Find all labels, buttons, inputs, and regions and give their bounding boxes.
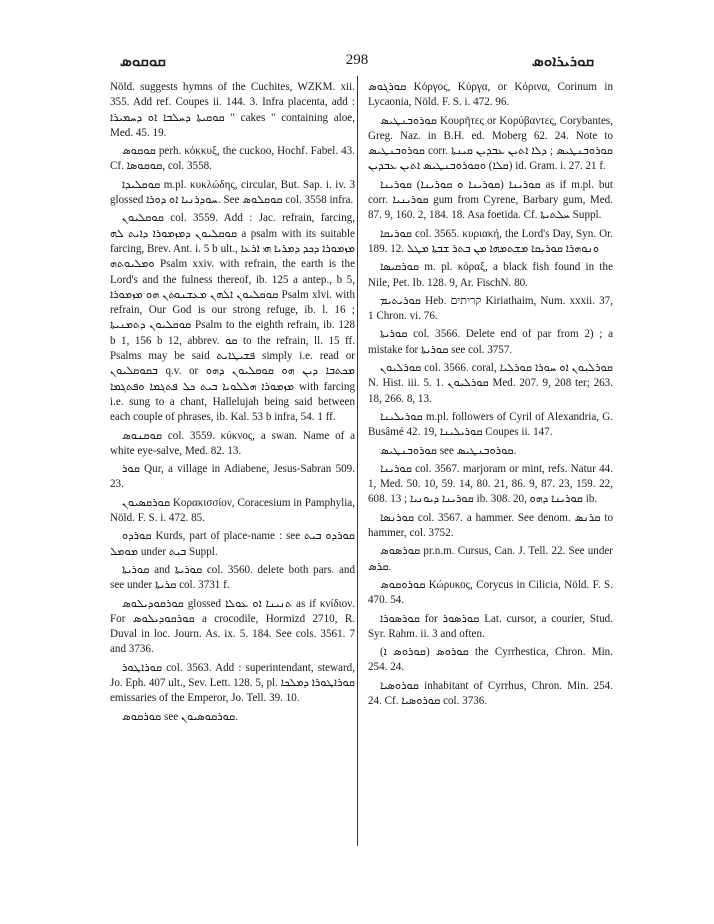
entry: ܩܘܪܝܢܐ (ܩܘܪܝܢܐ ܘ ܩܘܪܝܢܐ) ܩܘܪܝܢܐ as if m.pl. but corr. ܩܘܪܝܢܝܐ gum from Cyrene, Barbary gum, Med. 87. 9, 160. 2, 184. 18. Asa foetida. Cf. ܚܠܬܝܬܐ Suppl. (368, 178, 614, 222)
entry: ܩܘܪܝܬܝܡ Heb. קריתים Kiriathaim, Num. xxxii. 37, 1 Chron. vi. 76. (368, 294, 613, 323)
entry: ܩܘܪܘܣܝܐ inhabitant of Cyrrhus, Chron. Min. 254. 24. Cf. ܩܘܪܘܣܝܐ col. 3736. (368, 679, 613, 707)
page-number: 298 (345, 52, 369, 68)
entry: ܩܘܪܝܩܐ col. 3565. κυριακή, the Lord's Day, Syn. Or. 189. 12. ܘܢܘܗܪܐ ܩܘܪܝܩܐ ܡܫܬܡܗܐ ܡܢ ܒܬܪ ܫܒܬܐ ܡܛܠ (368, 227, 613, 255)
entry: ܩܘܪܘܩܘܣ Κώρυκος, Corycus in Cilicia, Nöld. F. S. 470. 54. (368, 578, 613, 607)
entry: ܩܘܪܩܘܣ see ܩܘܪܩܘܣܝܘܢ. (122, 710, 238, 723)
entry: ܩܘܪܢܣܐ col. 3567. a hammer. See denom. ܩܪܢܣ to hammer, col. 3752. (368, 511, 613, 540)
running-head-right: ܩܘܪܝܪܐܘܣ (531, 52, 594, 70)
entry: ܩܘܪܘܣ (ܩܘܪܘܣ ܐ) the Cyrrhestica, Chron. Min. 254. 24. (368, 646, 613, 674)
entry: ܩܘܪܝܢܐ col. 3567. marjoram or mint, refs. Natur 44. 1, Med. 50. 10, 59. 14, 80. 21, 86. 9, 87. 23, 159. 22, 608. 13 ; ܩܘܪܝܢܐ ܕܝܘܢܝܐ ib. 308. 20, ܩܘܪܝܢܐ ܕܗܘ ib. (368, 462, 613, 506)
entry: ܩܘܪܕܘ Kurds, part of place-name : see ܩܘܪܕܘ ܒܝܬ ܡܘܡܠ under ܒܝܬ Suppl. (110, 530, 355, 558)
entry: ܩܘܪܐܛܘܪ col. 3563. Add : superintendant, steward, Jo. Eph. 407 ult., Sev. Lett. 128. 5, pl. ܩܘܪܐܛܘܪܐ ܕܡܠܟܐ emissaries of the Emperor, Jo. Tell. 39. 10. (110, 661, 355, 705)
left-column (110, 80, 355, 728)
entry: ܩܘܪܣܘܣ pr.n.m. Cursus, Can. J. Tell. 22. See under ܩܪܣ. (368, 545, 613, 573)
entry: ܩܘܪܘܒܢܛܝܣ see ܩܘܪܘܒܢܛܝܣ. (380, 444, 517, 457)
entry: ܩܘܪܩܣܝܘܢ Κορακισσίον, Coracesium in Pamphylia, Nöld. F. S. i. 472. 85. (110, 496, 355, 525)
entry: ܩܘܪܝܬܐ and ܩܘܪܝܬܐ col. 3560. delete both pars. and see under ܩܪܝܬܐ col. 3731 f. (110, 563, 355, 592)
column-divider (357, 76, 358, 846)
entry: ܩܘܪܩܘܕܝܠܘܣ glossed ܬܢܝܢܐ ܐܘ ܥܘܠܐ as if κνίδιον. For ܩܘܪܩܘܕܝܠܘܣ a crocodile, Hormizd 2710, R. Duval in loc. Journ. As. ix. 5. 184. See cols. 3561. 7 and 3736. (110, 597, 356, 656)
entry: ܩܘܩܘܣ perh. κόκκυξ, the cuckoo, Hochf. Fabel. 43. Cf. ܩܘܩܘܣܐ, col. 3558. (110, 145, 355, 173)
entry: ܩܘܪܘܒܢܛܝܣ Κουρῆτες or Κορύβαντες, Corybantes, Greg. Naz. in B.H. ed. Moberg 62. 24. Note to ܩܘܪܘܒܢܛܝܣ corr. ܩܘܪܘܒܢܛܝܣ ; ܕܠܐ ܐܬܝܢ ܥܒܕܝܢ ܩܝܢܬܐ (ܩܠܐ) ܘܩܘܪܘܒܢܛܝܣ ܐܬܝܢ ܥܒܕܝܢ id. Gram. i. 27. 21 f. (368, 114, 613, 173)
entry: ܩܘܪܝܬܐ col. 3566. Delete end of par from 2) ; a mistake for ܩܘܪܝܬܐ see col. 3757. (368, 328, 613, 356)
entry: ܩܘܪܣܘܪܐ for ܩܘܪܣܘܪ Lat. cursor, a courier, Stud. Syr. Rahm. ii. 3 and often. (368, 612, 614, 640)
entry: ܩܘܪܠܝܘܢ col. 3566. coral, ܩܘܪܠܝܘܢ ܐܘ ܚܘܪܐ ܩܘܪܠܝܐ N. Hist. iii. 5. 1. ܩܘܪܠܝܘܢ Med. 207. 9, 208 ter; 263. 18, 266. 8, 13. (368, 362, 613, 405)
entry: ܩܘܩܠܝܘܢ col. 3559. Add : Jac. refrain, farcing, ܩܘܩܠܝܘܢ ܕܡܙܡܘܪܐ ܕܐܝܬ ܠܗ a psalm with its suitable farcing, Brev. Ant. i. 5 b ult., ܡܙܡܘܪܐ ܕܟܕ ܕܡܪܝܐ ܗܝ ܐܪܥܐ ܘܡܠܝܘܬܗ Psalm xxiv. with refrain, the earth is the Lord's and the fulness thereof, ib. 125 a antep., b 5, ܩܘܩܠܝܘܢ ܐܠܗܢ ܡܥܫܢܘܬܢ ܗܘ ܡܙܡܘܪܐ Psalm xlvi. with refrain, Our God is our strong refuge, ib. l. 16 ; ܩܘܩܠܝܘܢ ܕܬܡܢܝܬܐ Psalm to the eighth refrain, ib. 128 b 1, 156 b 12, abbrev. ܩܘ to the refrain, ll. 15 ff. Psalms may be said ܦܫܝܛܐܝܬ simply i.e. read or ܒܩܘܩܠܝܘܢ q.v. or ܡܟܬܒܐ ܕܝܢ ܗܘ ܩܘܩܠܝܘܢ ܕܗܘ ܡܙܡܘܪܐ ܗܠܠܘܝܐ ܒܝܬ ܟܠ ܦܬܓܡܐ ܘܦܬܓܡܐ with farcing i.e. sung to a chant, Hallelujah being said between each couple of phrases, ib. Kal. 53 b infra, 54. 1 ff. (110, 212, 355, 424)
entry: ܩܘܪ Qur, a village in Adiabene, Jesus-Sabran 509. 23. (110, 463, 355, 491)
entry: ܩܘܪܓܘܣ Κόργος, Κύργα, or Κόρινα, Corinum in Lycaonia, Nöld. F. S. i. 472. 96. (368, 81, 613, 109)
entry: ܩܘܪܝܠܝܢܐ m.pl. followers of Cyril of Alexandria, G. Busâmé 42. 19, ܩܘܪܝܠܝܢܐ Coupes ii. 147. (368, 410, 613, 439)
entry: Nöld. suggests hymns of the Cuchites, WZKM. xii. 355. Add ref. Coupes ii. 144. 3. Infra placenta, add : ܩܘܩܝܬܐ ܕܚܠܒܐ ܐܘ ܕܚܡܝܪܐ " cakes " containing aloe, Med. 45. 19. (110, 81, 355, 139)
running-head-left: ܩܘܩܘܣ (120, 52, 166, 70)
entry: ܩܘܩܠܝܕܐ m.pl. κυκλώδης, circular, But. Sap. i. iv. 3 glossed ܚܘܕܪܢܝܐ ܐܘ ܕܘܪܐ. See ܩܘܩܠܘܣ col. 3558 infra. (110, 178, 355, 207)
right-column (368, 80, 613, 712)
entry: ܩܘܩܢܘܣ col. 3559. κύκνος, a swan. Name of a white eye-salve, Med. 82. 13. (110, 429, 355, 457)
page-header (0, 52, 714, 72)
entry: ܩܘܪܩܝܣܐ m. pl. κόραξ, a black fish found in the Nile, Pet. Ib. 128. 9, Ar. FischN. 80. (368, 261, 613, 289)
